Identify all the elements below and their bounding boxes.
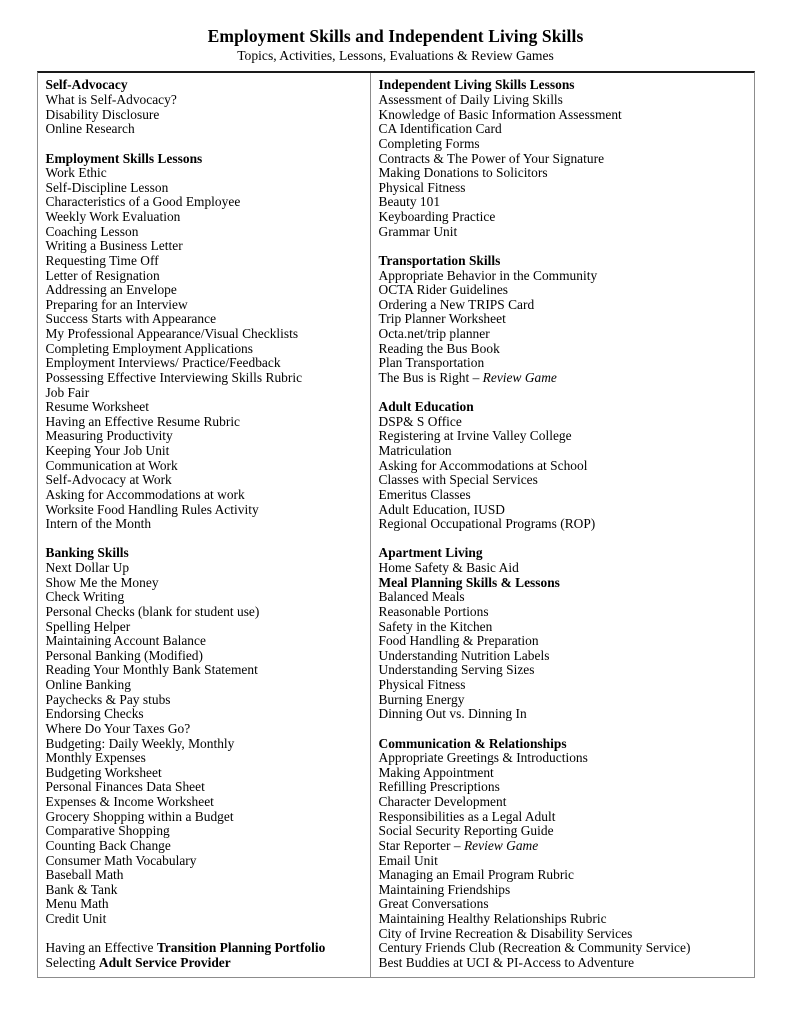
- list-item: Addressing an Envelope: [45, 282, 177, 298]
- list-item: Menu Math: [45, 896, 109, 912]
- list-item: Balanced Meals: [378, 589, 465, 605]
- list-item: Dinning Out vs. Dinning In: [378, 706, 527, 722]
- list-item: Self-Advocacy at Work: [45, 472, 172, 488]
- list-item: Credit Unit: [45, 911, 107, 927]
- list-item: Communication at Work: [45, 457, 178, 473]
- list-item: Baseball Math: [45, 867, 124, 883]
- list-item: Refilling Prescriptions: [378, 779, 500, 795]
- list-item: Social Security Reporting Guide: [378, 823, 554, 839]
- section-heading: Independent Living Skills Lessons: [378, 77, 575, 93]
- list-item: Keeping Your Job Unit: [45, 443, 170, 459]
- list-item: Assessment of Daily Living Skills: [378, 92, 563, 108]
- list-item: Completing Employment Applications: [45, 340, 253, 356]
- list-item: Completing Forms: [378, 135, 480, 151]
- list-item: Contracts & The Power of Your Signature: [378, 150, 605, 166]
- list-item: Knowledge of Basic Information Assessment: [378, 106, 622, 122]
- list-item: Understanding Nutrition Labels: [378, 647, 550, 663]
- list-item: Safety in the Kitchen: [378, 618, 493, 634]
- list-item: Maintaining Friendships: [378, 881, 511, 897]
- list-item: Making Donations to Solicitors: [378, 165, 548, 181]
- list-item: Physical Fitness: [378, 677, 466, 693]
- list-item: OCTA Rider Guidelines: [378, 282, 509, 298]
- list-item: Food Handling & Preparation: [378, 633, 539, 649]
- list-item: Home Safety & Basic Aid: [378, 560, 519, 576]
- list-item: Asking for Accommodations at School: [378, 457, 588, 473]
- list-item: [46, 941, 364, 956]
- list-item-segment: Having an Effective: [45, 940, 157, 956]
- skills-table: [37, 71, 755, 977]
- list-item: Comparative Shopping: [45, 823, 170, 839]
- section-heading: Banking Skills: [45, 545, 129, 561]
- list-item: Bank & Tank: [45, 881, 118, 897]
- list-item: Work Ethic: [45, 165, 107, 181]
- list-item: Understanding Serving Sizes: [378, 662, 535, 678]
- list-item: Plan Transportation: [378, 355, 485, 371]
- list-item: Maintaining Account Balance: [45, 633, 206, 649]
- list-item: Possessing Effective Interviewing Skills Rubric: [45, 369, 303, 385]
- list-item: Regional Occupational Programs (ROP): [378, 516, 596, 532]
- list-item: Physical Fitness: [378, 179, 466, 195]
- list-item: Paychecks & Pay stubs: [45, 691, 171, 707]
- list-item: Measuring Productivity: [45, 428, 173, 444]
- list-item-segment: Star Reporter –: [378, 837, 464, 853]
- list-item: What is Self-Advocacy?: [45, 92, 177, 108]
- list-item: Responsibilities as a Legal Adult: [378, 808, 556, 824]
- section-spacer: [379, 722, 748, 737]
- list-item: Disability Disclosure: [45, 106, 160, 122]
- list-item: Self-Discipline Lesson: [45, 179, 169, 195]
- section-spacer: [379, 532, 748, 547]
- list-item: Classes with Special Services: [378, 472, 538, 488]
- list-item: My Professional Appearance/Visual Checklists: [45, 326, 299, 342]
- section-spacer: [379, 239, 748, 254]
- list-item: Character Development: [378, 794, 507, 809]
- list-item: Weekly Work Evaluation: [45, 209, 181, 225]
- list-item: Worksite Food Handling Rules Activity: [45, 501, 259, 517]
- list-item: [379, 371, 748, 386]
- title-block: [0, 0, 791, 64]
- list-item: Intern of the Month: [45, 516, 152, 532]
- skills-columns: [38, 73, 754, 976]
- list-item: Making Appointment: [378, 764, 494, 780]
- list-item: Burning Energy: [378, 691, 465, 707]
- list-item: Reading the Bus Book: [378, 340, 500, 356]
- list-item: Email Unit: [378, 852, 438, 868]
- list-item: [46, 956, 364, 971]
- list-item: DSP& S Office: [378, 413, 462, 429]
- list-item-segment: Adult Service Provider: [98, 954, 231, 970]
- list-item: Registering at Irvine Valley College: [378, 428, 572, 444]
- list-item: Where Do Your Taxes Go?: [45, 720, 191, 736]
- list-item: Grammar Unit: [378, 223, 458, 239]
- list-item: Employment Interviews/ Practice/Feedback: [45, 355, 281, 371]
- list-item: City of Irvine Recreation & Disability Services: [378, 925, 633, 941]
- list-item-segment: Transition Planning Portfolio: [156, 940, 326, 956]
- list-item: Show Me the Money: [45, 574, 159, 590]
- list-item: Resume Worksheet: [45, 399, 149, 415]
- page-subtitle: Topics, Activities, Lessons, Evaluations & Review Games: [237, 48, 554, 64]
- section-heading: Transportation Skills: [378, 252, 501, 268]
- list-item: Having an Effective Resume Rubric: [45, 413, 241, 429]
- list-item: Expenses & Income Worksheet: [45, 794, 214, 810]
- independent-living-skills-column: [371, 73, 754, 976]
- section-heading: Adult Education: [378, 399, 474, 415]
- list-item: Letter of Resignation: [45, 267, 160, 283]
- list-item: Online Research: [45, 121, 135, 137]
- list-item: [379, 839, 748, 854]
- list-item-segment: Review Game: [463, 837, 539, 853]
- list-item: Monthly Expenses: [45, 750, 146, 766]
- list-item: Managing an Email Program Rubric: [378, 867, 575, 883]
- list-item: Ordering a New TRIPS Card: [378, 296, 535, 312]
- list-item: Century Friends Club (Recreation & Community Service): [378, 940, 691, 956]
- list-item: Budgeting Worksheet: [45, 764, 162, 780]
- list-item: Job Fair: [45, 384, 90, 400]
- list-item: Great Conversations: [378, 896, 489, 912]
- section-spacer: [46, 137, 364, 152]
- section-heading: Apartment Living: [378, 545, 483, 561]
- list-item: Keyboarding Practice: [378, 209, 496, 225]
- list-item: Personal Finances Data Sheet: [45, 779, 205, 795]
- list-item: Best Buddies at UCI & PI-Access to Adventure: [378, 954, 635, 970]
- list-item: Matriculation: [378, 443, 452, 459]
- list-item: Consumer Math Vocabulary: [45, 852, 197, 868]
- list-item: Check Writing: [45, 589, 125, 605]
- list-item: Adult Education, IUSD: [378, 501, 505, 517]
- list-item: Coaching Lesson: [45, 223, 139, 239]
- employment-skills-column: [38, 73, 371, 976]
- list-item: Spelling Helper: [45, 618, 131, 634]
- list-item: Emeritus Classes: [378, 486, 471, 502]
- list-item: Endorsing Checks: [45, 706, 144, 722]
- section-heading: Meal Planning Skills & Lessons: [378, 574, 560, 590]
- section-spacer: [379, 386, 748, 401]
- list-item: Appropriate Behavior in the Community: [378, 267, 598, 283]
- list-item: CA Identification Card: [378, 121, 502, 137]
- list-item: Appropriate Greetings & Introductions: [378, 750, 588, 766]
- list-item: Requesting Time Off: [45, 252, 159, 268]
- list-item: Reading Your Monthly Bank Statement: [45, 662, 258, 678]
- list-item: Next Dollar Up: [45, 560, 130, 576]
- list-item: Grocery Shopping within a Budget: [45, 808, 234, 824]
- list-item: Counting Back Change: [45, 837, 171, 853]
- section-spacer: [46, 532, 364, 547]
- list-item: Success Starts with Appearance: [45, 311, 217, 327]
- list-item: Asking for Accommodations at work: [45, 486, 245, 502]
- section-heading: Self-Advocacy: [45, 77, 128, 93]
- list-item: Writing a Business Letter: [45, 238, 183, 254]
- list-item: Maintaining Healthy Relationships Rubric: [378, 911, 607, 926]
- list-item: Personal Checks (blank for student use): [45, 603, 260, 619]
- list-item: Preparing for an Interview: [45, 296, 188, 312]
- list-item-segment: Review Game: [482, 369, 557, 385]
- section-heading: Communication & Relationships: [378, 735, 567, 751]
- list-item: Budgeting: Daily Weekly, Monthly: [45, 735, 235, 751]
- list-item: Trip Planner Worksheet: [378, 311, 506, 327]
- list-item-segment: The Bus is Right –: [378, 369, 483, 385]
- list-item: Personal Banking (Modified): [45, 647, 203, 663]
- page-title: Employment Skills and Independent Living Skills: [207, 26, 584, 46]
- list-item: Beauty 101: [378, 194, 441, 210]
- list-item: Characteristics of a Good Employee: [45, 194, 241, 210]
- list-item: Reasonable Portions: [378, 603, 489, 619]
- section-heading: Employment Skills Lessons: [45, 150, 203, 166]
- section-spacer: [46, 927, 364, 942]
- list-item: Online Banking: [45, 677, 131, 693]
- list-item-segment: Selecting: [45, 954, 99, 970]
- list-item: Octa.net/trip planner: [378, 326, 490, 342]
